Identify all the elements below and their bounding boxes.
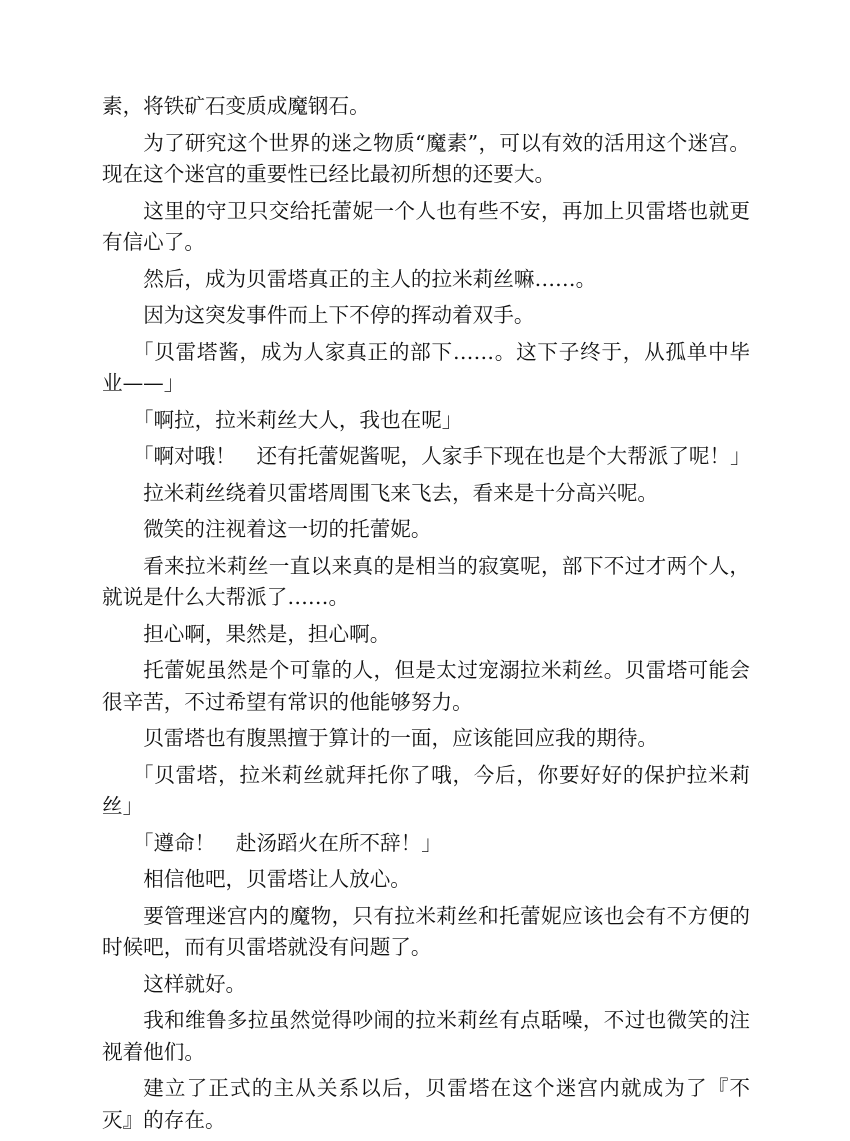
dialogue-1: 「贝雷塔酱，成为人家真正的部下……。这下子终于，从孤单中毕业——」 xyxy=(102,339,750,395)
paragraph-12: 相信他吧，贝雷塔让人放心。 xyxy=(143,867,411,891)
dialogue-5: 「遵命！ 赴汤蹈火在所不辞！」 xyxy=(132,830,442,855)
document-body xyxy=(102,91,750,1141)
paragraph-16: 建立了正式的主从关系以后，贝雷塔在这个迷宫内就成为了『不灭』的存在。 xyxy=(102,1076,750,1132)
paragraph-10: 托蕾妮虽然是个可靠的人，但是太过宠溺拉米莉丝。贝雷塔可能会很辛苦，不过希望有常识的他能够努力。 xyxy=(102,658,750,714)
paragraph-13: 要管理迷宫内的魔物，只有拉米莉丝和托蕾妮应该也会有不方便的时候吧，而有贝雷塔就没有问题了。 xyxy=(102,903,750,959)
paragraph-1: 素，将铁矿石变质成魔钢石。 xyxy=(102,94,370,118)
paragraph-4: 然后，成为贝雷塔真正的主人的拉米莉丝嘛……。 xyxy=(143,266,597,291)
paragraph-9: 担心啊，果然是，担心啊。 xyxy=(143,621,391,646)
dialogue-3: 「啊对哦！ 还有托蕾妮酱呢，人家手下现在也是个大帮派了呢！」 xyxy=(132,444,751,468)
dialogue-2: 「啊拉，拉米莉丝大人，我也在呢」 xyxy=(132,407,463,432)
paragraph-6: 拉米莉丝绕着贝雷塔周围飞来飞去，看来是十分高兴呢。 xyxy=(143,480,659,505)
paragraph-7: 微笑的注视着这一切的托蕾妮。 xyxy=(143,517,432,541)
paragraph-5: 因为这突发事件而上下不停的挥动着双手。 xyxy=(143,303,535,327)
paragraph-15: 我和维鲁多拉虽然觉得吵闹的拉米莉丝有点聒噪，不过也微笑的注视着他们。 xyxy=(102,1008,750,1064)
paragraph-8: 看来拉米莉丝一直以来真的是相当的寂寞呢，部下不过才两个人，就说是什么大帮派了……。 xyxy=(102,553,750,609)
paragraph-3: 这里的守卫只交给托蕾妮一个人也有些不安，再加上贝雷塔也就更有信心了。 xyxy=(102,198,750,254)
paragraph-2: 为了研究这个世界的迷之物质“魔素”，可以有效的活用这个迷宫。现在这个迷宫的重要性已经比最初所想的还要大。 xyxy=(102,130,750,186)
paragraph-14: 这样就好。 xyxy=(143,971,247,996)
dialogue-4: 「贝雷塔，拉米莉丝就拜托你了哦，今后，你要好好的保护拉米莉丝」 xyxy=(102,762,750,818)
paragraph-11: 贝雷塔也有腹黑擅于算计的一面，应该能回应我的期待。 xyxy=(143,726,659,750)
